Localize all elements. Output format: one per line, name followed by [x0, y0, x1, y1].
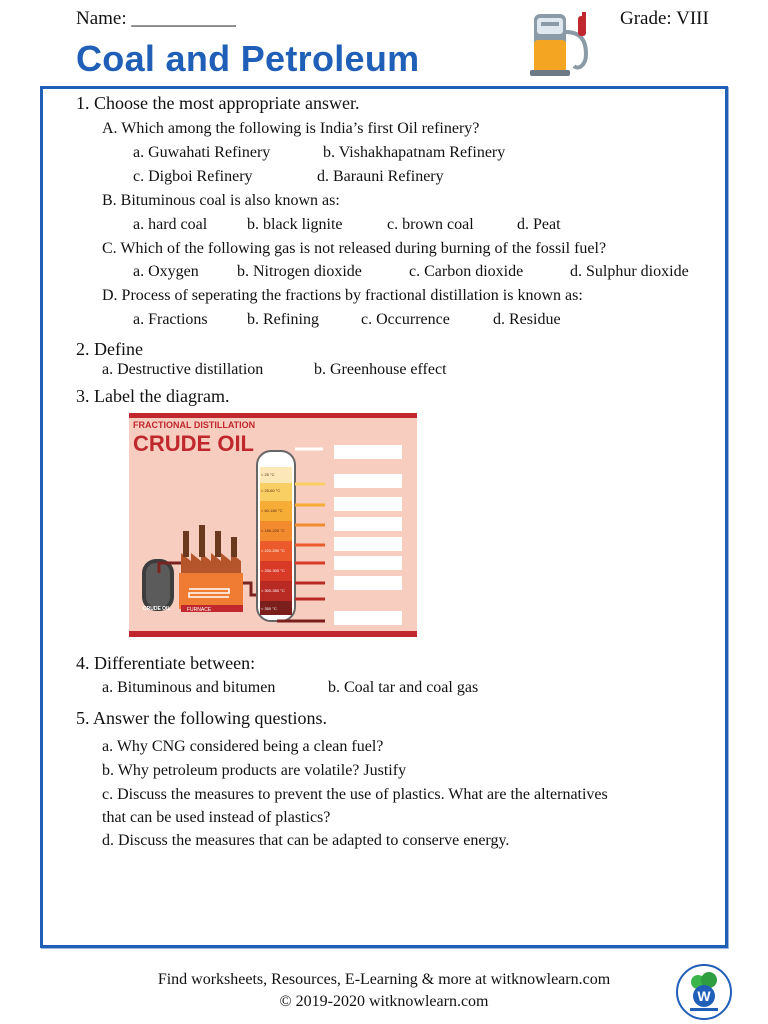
question-1b-options: [133, 216, 693, 236]
temperature-label: < 220-250 °C: [261, 548, 285, 553]
question-5-item: a. Why CNG considered being a clean fuel?: [102, 738, 384, 755]
fuel-pump-icon: [528, 10, 598, 78]
question-4-options: [102, 679, 662, 699]
option: c. brown coal: [387, 216, 474, 233]
question-5-item: d. Discuss the measures that can be adapted to conserve energy.: [102, 832, 510, 849]
question-5-item: b. Why petroleum products are volatile? Justify: [102, 762, 407, 779]
option: d. Residue: [493, 311, 561, 328]
option: b. Greenhouse effect: [314, 361, 447, 378]
witknowlearn-logo-icon: [676, 964, 732, 1020]
grade-label: Grade: VIII: [620, 8, 709, 29]
option: a. Guwahati Refinery: [133, 144, 271, 161]
footer-resources-text: Find worksheets, Resources, E-Learning & more at witknowlearn.com: [157, 971, 611, 988]
question-3-title: 3. Label the diagram.: [76, 386, 230, 406]
diagram-heading: CRUDE OIL: [133, 431, 254, 456]
option: b. Refining: [247, 311, 319, 328]
question-1a-options-row1: [133, 144, 693, 164]
temperature-label: < 250-300 °C: [261, 568, 285, 573]
question-2-options: [102, 361, 662, 381]
option: b. Coal tar and coal gas: [328, 679, 479, 696]
option: a. Fractions: [133, 311, 208, 328]
question-5-title: 5. Answer the following questions.: [76, 708, 327, 728]
option: a. Destructive distillation: [102, 361, 264, 378]
option: b. black lignite: [247, 216, 343, 233]
question-2-title: 2. Define: [76, 339, 143, 359]
temperature-label: < 180-220 °C: [261, 528, 285, 533]
temperature-label: < 25-60 °C: [261, 488, 281, 493]
temperature-label: < 300-350 °C: [261, 588, 285, 593]
diagram-subtitle: FRACTIONAL DISTILLATION: [133, 420, 256, 430]
question-1-title: 1. Choose the most appropriate answer.: [76, 93, 360, 113]
option: a. hard coal: [133, 216, 208, 233]
furnace-label: FURNACE: [187, 607, 212, 613]
question-1c-options: [133, 263, 713, 283]
question-1b: B. Bituminous coal is also known as:: [102, 192, 340, 209]
temperature-label: < 350 °C: [261, 606, 277, 611]
option: d. Barauni Refinery: [317, 168, 444, 185]
option: a. Oxygen: [133, 263, 199, 280]
question-4-title: 4. Differentiate between:: [76, 653, 256, 673]
option: c. Digboi Refinery: [133, 168, 253, 185]
crude-oil-tank-label: CRUDE OIL: [143, 606, 171, 612]
name-field-label: Name: ___________: [76, 8, 236, 29]
question-1d-options: [133, 311, 693, 331]
option: c. Carbon dioxide: [409, 263, 524, 280]
temperature-label: < 60-180 °C: [261, 508, 283, 513]
question-5-item: c. Discuss the measures to prevent the use of plastics. What are the alternatives: [102, 786, 608, 803]
option: b. Vishakhapatnam Refinery: [323, 144, 506, 161]
page-title: Coal and Petroleum: [76, 38, 420, 79]
question-1c: C. Which of the following gas is not released during burning of the fossil fuel?: [102, 240, 607, 257]
question-1a-options-row2: [133, 168, 693, 188]
temperature-label: < 25 °C: [261, 472, 275, 477]
svg-text:W: W: [697, 988, 711, 1004]
option: b. Nitrogen dioxide: [237, 263, 362, 280]
question-1a: A. Which among the following is India’s first Oil refinery?: [102, 120, 480, 137]
question-5-item-continuation: that can be used instead of plastics?: [102, 809, 331, 826]
option: d. Peat: [517, 216, 561, 233]
option: d. Sulphur dioxide: [570, 263, 689, 280]
option: c. Occurrence: [361, 311, 450, 328]
option: a. Bituminous and bitumen: [102, 679, 276, 696]
footer-copyright: © 2019-2020 witknowlearn.com: [279, 993, 489, 1010]
crude-oil-distillation-diagram: [129, 413, 417, 637]
question-1d: D. Process of seperating the fractions by fractional distillation is known as:: [102, 287, 583, 304]
